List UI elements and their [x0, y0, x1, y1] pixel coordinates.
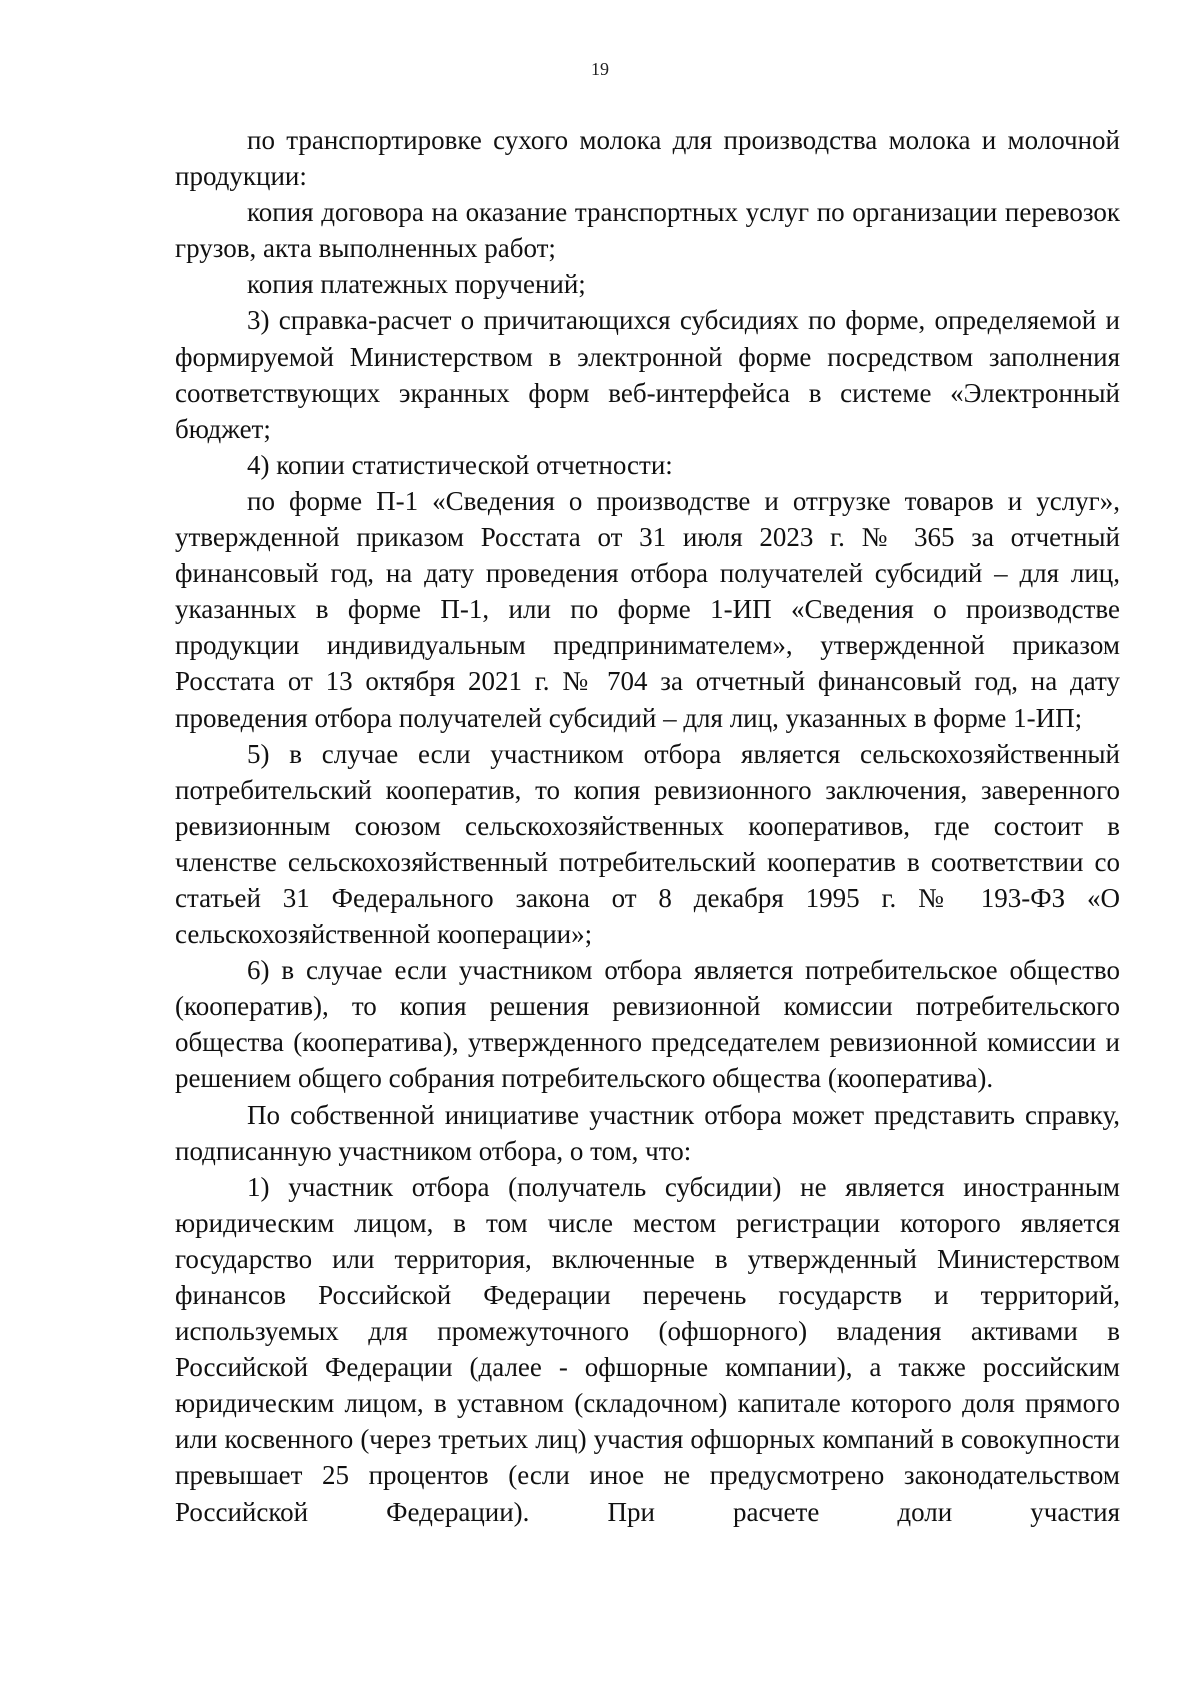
paragraph-own-initiative-certificate: По собственной инициативе участник отбора может представить справку, подписанную участником отбора, о том, что:: [175, 1099, 1120, 1166]
paragraph-form-p1-1ip: по форме П-1 «Сведения о производстве и отгрузке товаров и услуг», утвержденной приказом Росстата от 31 июля 2023 г. № 365 за отчетный финансовый год, на дату проведения отбора получателей субсидий – для лиц, указанных в форме П-1, или по форме 1-ИП «Сведения о производстве продукции индивидуальным предпринимателем», утвержденной приказом Росстата от 13 октября 2021 г. № 704 за отчетный финансовый год, на дату проведения отбора получателей субсидий – для лиц, указанных в форме 1-ИП;: [175, 485, 1120, 733]
page-number: 19: [591, 59, 609, 79]
paragraph-payment-orders-copy: копия платежных поручений;: [247, 269, 586, 300]
paragraph-item-4-statistical-reports: 4) копии статистической отчетности:: [247, 449, 673, 480]
paragraph-item-1-not-foreign-entity: 1) участник отбора (получатель субсидии) не является иностранным юридическим лицом, в том числе местом регистрации которого является государство или территория, включенные в утвержденный Министерством финансов Российской Федерации перечень государств и территорий, используемых для промежуточного (офшорного) владения активами в Российской Федерации (далее - офшорные компании), а также российским юридическим лицом, в уставном (складочном) капитале которого доля прямого или косвенного (через третьих лиц) участия офшорных компаний в совокупности превышает 25 процентов (если иное не предусмотрено законодательством Российской Федерации). При расчете доли участия: [175, 1171, 1120, 1527]
paragraph-dry-milk-transport: по транспортировке сухого молока для производства молока и молочной продукции:: [175, 125, 1120, 192]
paragraph-transport-contract-copy: копия договора на оказание транспортных услуг по организации перевозок грузов, акта выполненных работ;: [175, 197, 1120, 264]
document-body: [175, 122, 1120, 1530]
paragraph-item-6-consumer-society: 6) в случае если участником отбора является потребительское общество (кооператив), то копия решения ревизионной комиссии потребительского общества (кооператива), утвержденного председателем ревизионной комиссии и решением общего собрания потребительского общества (кооператива).: [175, 955, 1120, 1094]
paragraph-item-3-subsidy-calculation: 3) справка-расчет о причитающихся субсидиях по форме, определяемой и формируемой Министерством в электронной форме посредством заполнения соответствующих экранных форм веб-интерфейса в системе «Электронный бюджет;: [175, 305, 1120, 444]
paragraph-item-5-cooperative-audit: 5) в случае если участником отбора является сельскохозяйственный потребительский кооператив, то копия ревизионного заключения, заверенного ревизионным союзом сельскохозяйственных кооперативов, где состоит в членстве сельскохозяйственный потребительский кооператив в соответствии со статьей 31 Федерального закона от 8 декабря 1995 г. № 193-ФЗ «О сельскохозяйственной кооперации»;: [175, 738, 1120, 950]
